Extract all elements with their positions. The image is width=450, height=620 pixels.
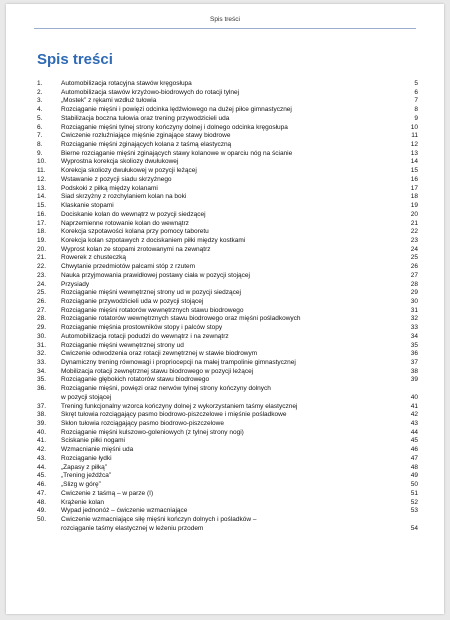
toc-entry bbox=[37, 420, 418, 429]
toc-entry-title-line: rozciąganie taśmy elastycznej w leżeniu przodem bbox=[61, 524, 204, 532]
toc-entry bbox=[37, 185, 418, 194]
toc-entry bbox=[37, 429, 418, 438]
toc-entry bbox=[37, 385, 418, 402]
toc-entry-number: 44. bbox=[37, 463, 47, 471]
toc-entry-page-number: 33 bbox=[410, 324, 418, 332]
toc-entry-page-number: 25 bbox=[410, 254, 418, 262]
toc-entry-title-line: Rozciąganie głębokich rotatorów stawu biodrowego bbox=[61, 376, 210, 384]
toc-entry-title bbox=[61, 298, 407, 307]
toc-entry bbox=[37, 228, 418, 237]
toc-entry-title bbox=[61, 507, 407, 516]
page-title: Spis treści bbox=[37, 51, 113, 68]
toc-entry-title-line: Wyprostna korekcja skoliozy dwułukowej bbox=[61, 158, 179, 166]
toc-entry-page-number: 47 bbox=[410, 454, 418, 462]
toc-entry-number: 32. bbox=[37, 350, 47, 358]
toc-entry-title bbox=[61, 237, 407, 246]
toc-entry-number: 16. bbox=[37, 210, 47, 218]
toc-entry bbox=[37, 507, 418, 516]
toc-entry-title bbox=[61, 455, 407, 464]
toc-entry-number: 43. bbox=[37, 454, 47, 462]
toc-entry-number: 1. bbox=[37, 80, 43, 87]
toc-entry-title-line: Rozciąganie mięśni wewnętrznej strony ud w pozycji siedzącej bbox=[61, 289, 241, 297]
toc-entry-title bbox=[61, 185, 407, 194]
toc-entry-page-number: 23 bbox=[410, 236, 418, 244]
toc-entry-title-line: Bierne rozciąganie mięśni zginających stawy kolanowe w oparciu nóg na ścianie bbox=[61, 149, 293, 157]
toc-entry-page-number: 38 bbox=[410, 367, 418, 375]
toc-entry-page-number: 54 bbox=[410, 524, 418, 532]
toc-entry-title-line: „Trening jeźdźca” bbox=[61, 472, 111, 480]
toc-entry-title bbox=[61, 385, 407, 402]
toc-entry bbox=[37, 89, 418, 98]
toc-entry-number: 22. bbox=[37, 263, 47, 271]
toc-entry-title-line: Rozciąganie mięśni wewnętrznej strony ud bbox=[61, 341, 184, 349]
toc-entry-page-number: 20 bbox=[410, 210, 418, 218]
toc-entry-title-line: Ćwiczenie odwodzenia oraz rotacji zewnętrznej w stawie biodrowym bbox=[61, 350, 258, 358]
toc-entry-title bbox=[61, 437, 407, 446]
toc-entry bbox=[37, 368, 418, 377]
toc-entry-title bbox=[61, 254, 407, 263]
toc-entry bbox=[37, 307, 418, 316]
toc-entry bbox=[37, 167, 418, 176]
toc-entry bbox=[37, 106, 418, 115]
toc-entry-title-line: Ćwiczenie rozluźniające mięśnie zginające stawy biodrowe bbox=[61, 132, 231, 140]
toc-entry bbox=[37, 115, 418, 124]
toc-entry-number: 2. bbox=[37, 88, 43, 96]
toc-entry-number: 7. bbox=[37, 132, 43, 140]
toc-entry-title-line: Mobilizacja rotacji zewnętrznej stawu biodrowego w pozycji leżącej bbox=[61, 367, 254, 375]
toc-entry bbox=[37, 516, 418, 533]
toc-entry bbox=[37, 289, 418, 298]
toc-entry-number: 31. bbox=[37, 341, 47, 349]
toc-entry-number: 45. bbox=[37, 472, 47, 480]
toc-entry bbox=[37, 132, 418, 141]
toc-entry-title-line: Skręt tułowia rozciągający pasmo biodrowo-piszczelowe i mięśnie pośladkowe bbox=[61, 411, 287, 419]
toc-entry-title bbox=[61, 202, 407, 211]
toc-entry-number: 13. bbox=[37, 184, 47, 192]
toc-entry bbox=[37, 315, 418, 324]
toc-entry-title-line: Podskoki z piłką między kolanami bbox=[61, 184, 158, 192]
toc-entry-title-line: Rozciąganie mięśni kulszowo-goleniowych (z tylnej strony nogi) bbox=[61, 428, 244, 436]
toc-entry-title-line: Korekcja szpotawości kolana przy pomocy taboretu bbox=[61, 228, 209, 236]
toc-entry-page-number: 36 bbox=[410, 350, 418, 358]
toc-entry-title-line: Nauka przyjmowania prawidłowej postawy ciała w pozycji stojącej bbox=[61, 271, 250, 279]
toc-entry-number: 11. bbox=[37, 167, 46, 175]
toc-entry-title bbox=[61, 333, 407, 342]
toc-entry-number: 17. bbox=[37, 219, 47, 227]
toc-entry-page-number: 9 bbox=[414, 114, 418, 122]
toc-entry-page-number: 39 bbox=[410, 376, 418, 384]
toc-entry bbox=[37, 403, 418, 412]
toc-entry bbox=[37, 246, 418, 255]
toc-entry-title-line: Klaskanie stopami bbox=[61, 202, 114, 210]
toc-entry-number: 5. bbox=[37, 114, 43, 122]
toc-entry-number: 10. bbox=[37, 158, 47, 166]
toc-entry-page-number: 32 bbox=[410, 315, 418, 323]
toc-entry-number: 50. bbox=[37, 515, 47, 523]
header-divider bbox=[34, 28, 416, 29]
toc-entry-title bbox=[61, 176, 407, 185]
toc-entry-title bbox=[61, 150, 407, 159]
toc-entry-number: 14. bbox=[37, 193, 47, 201]
toc-entry-number: 39. bbox=[37, 420, 47, 428]
toc-entry-page-number: 52 bbox=[410, 498, 418, 506]
toc-entry-title bbox=[61, 490, 407, 499]
running-header: Spis treści bbox=[210, 16, 240, 23]
toc-entry-title bbox=[61, 89, 410, 98]
toc-entry-number: 9. bbox=[37, 149, 43, 157]
toc-entry-number: 46. bbox=[37, 481, 47, 489]
toc-entry-number: 20. bbox=[37, 245, 47, 253]
toc-entry-title-line: Automobilizacja stawów krzyżowo-biodrowych do rotacji tylnej bbox=[61, 88, 240, 96]
toc-entry-title bbox=[61, 263, 407, 272]
toc-entry-title-line: Rozciąganie mięśnia prostowników stopy i palców stopy bbox=[61, 324, 223, 332]
toc-entry-title bbox=[61, 464, 407, 473]
toc-entry-title bbox=[61, 368, 407, 377]
toc-entry-title-line: Ćwiczenie z taśmą – w parze (I) bbox=[61, 489, 154, 497]
toc-entry-title-line: Wyprost kolan ze stopami zrotowanymi na zewnątrz bbox=[61, 245, 211, 253]
toc-entry-title bbox=[61, 246, 407, 255]
toc-entry-page-number: 48 bbox=[410, 463, 418, 471]
toc-entry-page-number: 30 bbox=[410, 297, 418, 305]
toc-entry bbox=[37, 472, 418, 481]
toc-entry-number: 21. bbox=[37, 254, 47, 262]
toc-entry bbox=[37, 359, 418, 368]
toc-entry bbox=[37, 437, 418, 446]
toc-entry bbox=[37, 499, 418, 508]
toc-entry-title bbox=[61, 411, 407, 420]
toc-entry bbox=[37, 272, 418, 281]
toc-entry-page-number: 8 bbox=[414, 106, 418, 114]
toc-entry bbox=[37, 455, 418, 464]
toc-entry-title bbox=[61, 307, 407, 316]
toc-entry-page-number: 18 bbox=[410, 193, 418, 201]
toc-entry bbox=[37, 263, 418, 272]
toc-entry-title-line: Skłon tułowia rozciągający pasmo biodrowo-piszczelowe bbox=[61, 420, 224, 428]
toc-entry-page-number: 15 bbox=[410, 167, 418, 175]
toc-entry-page-number: 45 bbox=[410, 437, 418, 445]
toc-entry-title bbox=[61, 376, 407, 385]
toc-entry-title-line: Wstawanie z pozycji siadu skrzyżnego bbox=[61, 175, 172, 183]
toc-entry-page-number: 27 bbox=[410, 271, 418, 279]
toc-entry-page-number: 11 bbox=[411, 132, 418, 140]
toc-entry-title-line: Rowerek z chusteczką bbox=[61, 254, 127, 262]
toc-entry-page-number: 21 bbox=[410, 219, 418, 227]
toc-entry-title-line: Rozciąganie łydki bbox=[61, 454, 112, 462]
toc-entry bbox=[37, 298, 418, 307]
toc-entry bbox=[37, 254, 418, 263]
toc-entry-page-number: 7 bbox=[414, 97, 418, 105]
toc-entry-page-number: 19 bbox=[410, 202, 418, 210]
toc-entry-number: 23. bbox=[37, 271, 47, 279]
toc-entry-page-number: 35 bbox=[410, 341, 418, 349]
toc-entry-page-number: 13 bbox=[410, 149, 418, 157]
toc-entry bbox=[37, 220, 418, 229]
toc-entry-page-number: 42 bbox=[410, 411, 418, 419]
toc-entry-title-line: Rozciąganie mięśni i powięzi odcinka lędźwiowego na dużej piłce gimnastycznej bbox=[61, 106, 292, 114]
toc-entry-page-number: 26 bbox=[410, 263, 418, 271]
toc-entry-title-line: Ściskanie piłki nogami bbox=[61, 437, 125, 445]
toc-entry-title-line: Stabilizacja boczna tułowia oraz trening przywodzicieli uda bbox=[61, 114, 230, 122]
toc-entry-number: 26. bbox=[37, 297, 47, 305]
document-page bbox=[6, 4, 444, 614]
toc-entry-title bbox=[61, 193, 407, 202]
toc-entry-title bbox=[61, 80, 410, 89]
toc-entry-page-number: 37 bbox=[410, 359, 418, 366]
toc-entry-title bbox=[61, 141, 407, 150]
toc-entry-title-line: Korekcja skoliozy dwułukowej w pozycji leżącej bbox=[61, 167, 197, 175]
toc-entry-page-number: 41 bbox=[410, 402, 418, 410]
toc-entry-title bbox=[61, 315, 407, 324]
toc-entry bbox=[37, 411, 418, 420]
toc-entry-number: 41. bbox=[37, 437, 47, 445]
toc-entry-title bbox=[61, 220, 407, 229]
toc-entry-number: 37. bbox=[37, 402, 47, 410]
toc-entry-title-line: Przysiady bbox=[61, 280, 90, 288]
toc-entry-title-line: Rozciąganie przywodzicieli uda w pozycji stojącej bbox=[61, 297, 204, 305]
toc-entry-page-number: 49 bbox=[410, 472, 418, 480]
toc-entry-title bbox=[61, 115, 410, 124]
toc-entry-number: 3. bbox=[37, 97, 43, 105]
toc-entry-number: 36. bbox=[37, 385, 47, 393]
toc-entry-title bbox=[61, 481, 407, 490]
toc-entry-title bbox=[61, 446, 407, 455]
toc-entry-title bbox=[61, 420, 407, 429]
toc-entry-title-line: Chwytanie przedmiotów palcami stóp z rzutem bbox=[61, 263, 196, 271]
toc-entry bbox=[37, 80, 418, 89]
toc-entry-title bbox=[61, 429, 407, 438]
toc-entry-page-number: 50 bbox=[410, 481, 418, 489]
toc-entry-title-line: Dociskanie kolan do wewnątrz w pozycji siedzącej bbox=[61, 210, 206, 218]
toc-entry-title bbox=[61, 228, 407, 237]
toc-entry-title-line: Wzmacnianie mięśni uda bbox=[61, 446, 134, 454]
toc-entry-title bbox=[61, 281, 407, 290]
toc-entry-number: 34. bbox=[37, 367, 47, 375]
toc-entry-title bbox=[61, 289, 407, 298]
toc-entry-title-line: Rozciąganie mięśni rotatorów wewnętrznych stawu biodrowego bbox=[61, 306, 244, 314]
toc-entry bbox=[37, 124, 418, 133]
toc-entry-number: 38. bbox=[37, 411, 47, 419]
toc-entry-title bbox=[61, 324, 407, 333]
toc-entry-number: 49. bbox=[37, 507, 47, 515]
table-of-contents bbox=[37, 80, 418, 533]
toc-entry bbox=[37, 193, 418, 202]
toc-entry-title-line: Rozciąganie mięśni tylnej strony kończyny dolnej i dolnego odcinka kręgosłupa bbox=[61, 123, 288, 131]
toc-entry-page-number: 28 bbox=[410, 280, 418, 288]
toc-entry-title-line: Siad skrzyżny z rozchylaniem kolan na boki bbox=[61, 193, 187, 201]
toc-entry bbox=[37, 490, 418, 499]
toc-entry-page-number: 6 bbox=[414, 88, 418, 96]
toc-entry-number: 33. bbox=[37, 359, 47, 366]
toc-entry-number: 47. bbox=[37, 489, 47, 497]
toc-entry-page-number: 24 bbox=[410, 245, 418, 253]
toc-entry-number: 12. bbox=[37, 175, 47, 183]
toc-entry-title-line: Ćwiczenie wzmacniające siłę mięśni kończyn dolnych i pośladków – bbox=[61, 515, 257, 523]
toc-entry-title bbox=[61, 106, 410, 115]
toc-entry-title bbox=[61, 272, 407, 281]
toc-entry-page-number: 44 bbox=[410, 428, 418, 436]
toc-entry bbox=[37, 324, 418, 333]
toc-entry-page-number: 43 bbox=[410, 420, 418, 428]
toc-entry-title bbox=[61, 359, 407, 368]
toc-entry-title bbox=[61, 472, 407, 481]
toc-entry-title bbox=[61, 158, 407, 167]
toc-entry-page-number: 12 bbox=[410, 141, 418, 149]
toc-entry bbox=[37, 150, 418, 159]
toc-entry-page-number: 22 bbox=[410, 228, 418, 236]
toc-entry-title-line: Rozciąganie mięśni zginających kolana z taśmą elastyczną bbox=[61, 141, 232, 149]
toc-entry-title-line: Rozciąganie mięśni, powięzi oraz nerwów tylnej strony kończyny dolnych bbox=[61, 385, 271, 393]
toc-entry-title-line: Krążenie kolan bbox=[61, 498, 104, 506]
toc-entry bbox=[37, 97, 418, 106]
toc-entry-page-number: 46 bbox=[410, 446, 418, 454]
toc-entry-title-line: „Ślizg w górę” bbox=[61, 481, 101, 489]
toc-entry bbox=[37, 211, 418, 220]
toc-entry bbox=[37, 333, 418, 342]
toc-entry-title bbox=[61, 167, 407, 176]
toc-entry bbox=[37, 237, 418, 246]
toc-entry-page-number: 31 bbox=[410, 306, 418, 314]
toc-entry-title-line: Dynamiczny trening równowagi i propriocepcji na małej trampolinie gimnastycznej bbox=[61, 359, 296, 366]
toc-entry-number: 19. bbox=[37, 236, 47, 244]
toc-entry-title-line: Trening funkcjonalny wzorca kończyny dolnej z wykorzystaniem taśmy elastycznej bbox=[61, 402, 298, 410]
toc-entry-number: 28. bbox=[37, 315, 47, 323]
toc-entry bbox=[37, 376, 418, 385]
toc-entry-number: 6. bbox=[37, 123, 43, 131]
toc-entry-page-number: 14 bbox=[410, 158, 418, 166]
toc-entry bbox=[37, 342, 418, 351]
toc-entry-title bbox=[61, 350, 407, 359]
toc-entry bbox=[37, 350, 418, 359]
toc-entry-page-number: 34 bbox=[410, 332, 418, 340]
toc-entry-number: 40. bbox=[37, 428, 47, 436]
toc-entry-number: 35. bbox=[37, 376, 47, 384]
toc-entry-title-line: w pozycji stojącej bbox=[61, 393, 112, 401]
toc-entry-page-number: 5 bbox=[414, 80, 418, 87]
toc-entry-title-line: Automobilizacja rotacji podudzi do wewnątrz i na zewnątrz bbox=[61, 332, 229, 340]
toc-entry bbox=[37, 176, 418, 185]
toc-entry-number: 27. bbox=[37, 306, 47, 314]
toc-entry-page-number: 29 bbox=[410, 289, 418, 297]
toc-entry bbox=[37, 481, 418, 490]
toc-entry-title-line: Naprzemienne rotowanie kolan do wewnątrz bbox=[61, 219, 189, 227]
toc-entry-title bbox=[61, 403, 407, 412]
toc-entry-title bbox=[61, 132, 407, 141]
toc-entry-title-line: Automobilizacja rotacyjna stawów kręgosłupa bbox=[61, 80, 192, 87]
toc-entry-title-line: „Mostek” z rękami wzdłuż tułowia bbox=[61, 97, 157, 105]
toc-entry-title bbox=[61, 516, 407, 533]
toc-entry-title-line: Rozciąganie rotatorów wewnętrznych stawu biodrowego oraz mięśni pośladkowych bbox=[61, 315, 301, 323]
toc-entry-number: 24. bbox=[37, 280, 47, 288]
toc-entry-page-number: 51 bbox=[410, 489, 418, 497]
toc-entry-title bbox=[61, 97, 410, 106]
toc-entry-number: 42. bbox=[37, 446, 47, 454]
toc-entry-number: 25. bbox=[37, 289, 47, 297]
toc-entry-page-number: 17 bbox=[410, 184, 418, 192]
toc-entry-page-number: 53 bbox=[410, 507, 418, 515]
toc-entry-page-number: 40 bbox=[410, 393, 418, 401]
toc-entry-title-line: „Zapasy z piłką” bbox=[61, 463, 107, 471]
toc-entry-title bbox=[61, 499, 407, 508]
toc-entry-number: 8. bbox=[37, 141, 43, 149]
toc-entry-number: 4. bbox=[37, 106, 43, 114]
toc-entry-page-number: 10 bbox=[410, 123, 418, 131]
toc-entry-number: 29. bbox=[37, 324, 47, 332]
toc-entry-title bbox=[61, 342, 407, 351]
toc-entry-number: 30. bbox=[37, 332, 47, 340]
toc-entry bbox=[37, 281, 418, 290]
toc-entry bbox=[37, 464, 418, 473]
toc-entry bbox=[37, 158, 418, 167]
toc-entry-title bbox=[61, 211, 407, 220]
toc-entry-number: 48. bbox=[37, 498, 47, 506]
toc-entry-number: 15. bbox=[37, 202, 47, 210]
toc-entry-title-line: Korekcja kolan szpotawych z dociskaniem piłki między kostkami bbox=[61, 236, 246, 244]
toc-entry bbox=[37, 141, 418, 150]
toc-entry-title-line: Wypad jednonóż – ćwiczenie wzmacniające bbox=[61, 507, 188, 515]
toc-entry bbox=[37, 446, 418, 455]
toc-entry bbox=[37, 202, 418, 211]
toc-entry-title bbox=[61, 124, 407, 133]
toc-entry-page-number: 16 bbox=[410, 175, 418, 183]
toc-entry-number: 18. bbox=[37, 228, 47, 236]
